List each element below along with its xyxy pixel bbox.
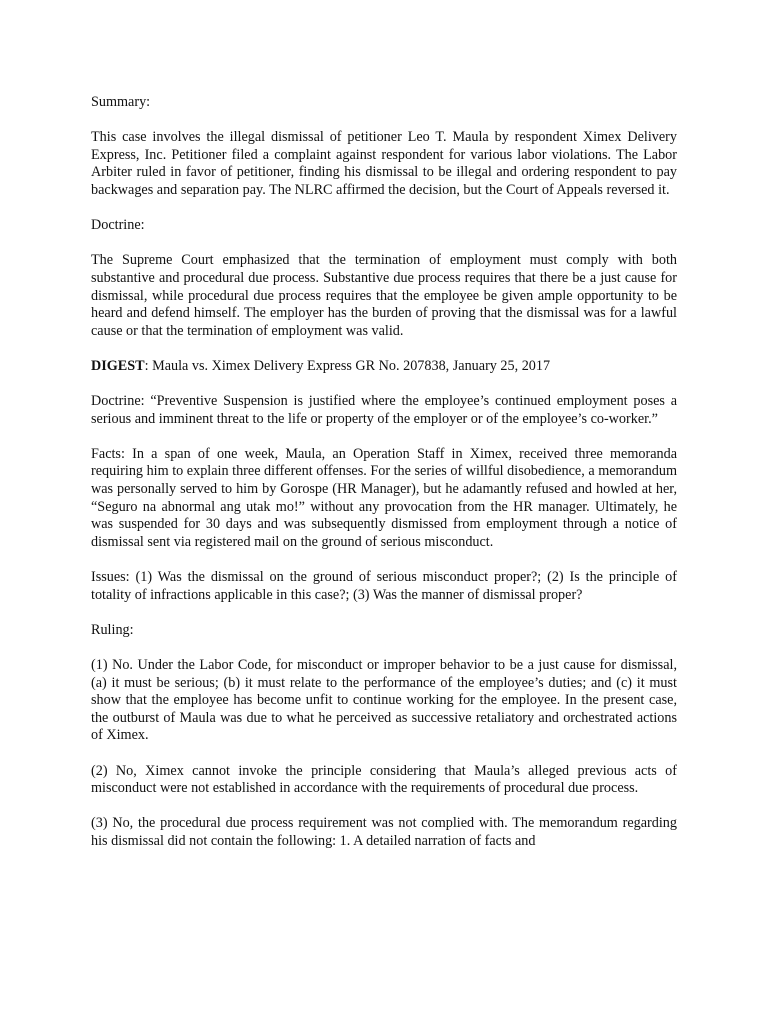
digest-label: DIGEST — [91, 357, 145, 374]
issues-paragraph: Issues: (1) Was the dismissal on the ground of serious misconduct proper?; (2) Is the principle of totality of infractions applicable in this case?; (3) Was the manner of dismissal proper? — [91, 569, 677, 603]
digest-doctrine-paragraph: Doctrine: “Preventive Suspension is justified where the employee’s continued employment poses a serious and imminent threat to the life or property of the employer or of the employee’s co-worker.” — [91, 393, 677, 427]
document-page — [91, 94, 677, 868]
digest-title — [91, 358, 677, 376]
ruling-1-paragraph: (1) No. Under the Labor Code, for misconduct or improper behavior to be a just cause for dismissal, (a) it must be serious; (b) it must relate to the performance of the employee’s duties; and (c) it must show that the employee has become unfit to continue working for the employee. In the present case, the outburst of Maula was due to what he perceived as successive retaliatory and orchestrated actions of Ximex. — [91, 657, 677, 744]
summary-heading: Summary: — [91, 94, 151, 110]
summary-paragraph: This case involves the illegal dismissal of petitioner Leo T. Maula by respondent Ximex Delivery Express, Inc. Petitioner filed a complaint against respondent for various labor violations. The Labor Arbiter ruled in favor of petitioner, finding his dismissal to be illegal and ordering respondent to pay backwages and separation pay. The NLRC affirmed the decision, but the Court of Appeals reversed it. — [91, 129, 677, 198]
ruling-2-paragraph: (2) No, Ximex cannot invoke the principle considering that Maula’s alleged previous acts of misconduct were not established in accordance with the requirements of procedural due process. — [91, 762, 677, 797]
digest-case-citation: : Maula vs. Ximex Delivery Express GR No. 207838, January 25, 2017 — [144, 357, 551, 374]
ruling-heading: Ruling: — [91, 621, 134, 638]
ruling-3-paragraph: (3) No, the procedural due process requirement was not complied with. The memorandum regarding his dismissal did not contain the following: 1. A detailed narration of facts and — [91, 815, 677, 849]
facts-paragraph: Facts: In a span of one week, Maula, an Operation Staff in Ximex, received three memoranda requiring him to explain three different offenses. For the series of willful disobedience, a memorandum was personally served to him by Gorospe (HR Manager), but he adamantly refused and howled at her, “Seguro na abnormal ang utak mo!” without any provocation from the HR manager. Ultimately, he was suspended for 30 days and was subsequently dismissed from employment through a notice of dismissal sent via registered mail on the ground of serious misconduct. — [91, 445, 677, 550]
doctrine-heading: Doctrine: — [91, 217, 145, 234]
doctrine-paragraph: The Supreme Court emphasized that the termination of employment must comply with both substantive and procedural due process. Substantive due process requires that there be a just cause for dismissal, while procedural due process requires that the employee be given ample opportunity to be heard and defend himself. The employer has the burden of proving that the dismissal was for a lawful cause or that the termination of employment was valid. — [91, 252, 677, 339]
